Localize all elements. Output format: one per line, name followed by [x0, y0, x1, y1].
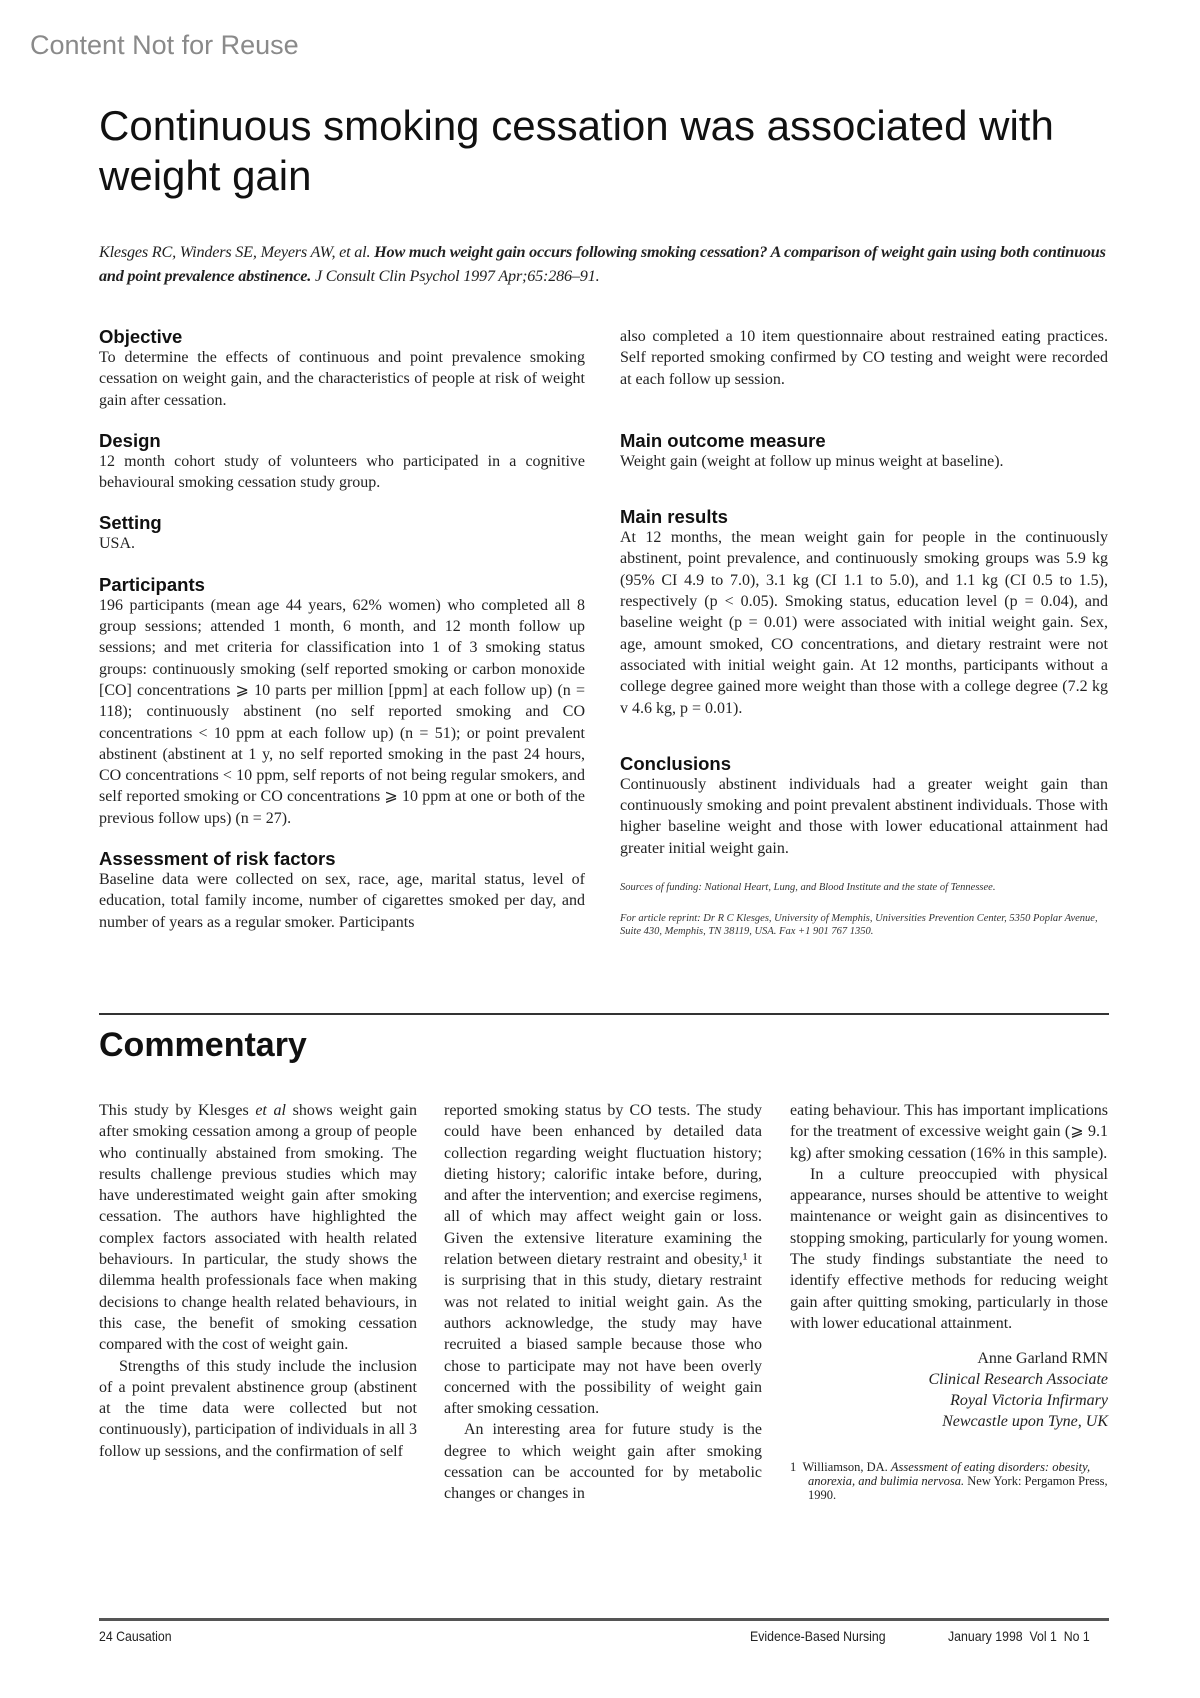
commentary-heading: Commentary [99, 1026, 307, 1064]
section-divider [99, 1013, 1109, 1015]
text-span: shows weight gain after smoking cessation among a group of people who continually abstained from smoking. The results challenge previous studies which may have underestimated weight gain after smoking cessation. The authors have highlighted the complex factors associated with health related behaviours. In particular, the study shows the dilemma health professionals face when making decisions to change health related behaviours, in this case, the benefit of smoking cessation compared with the cost of weight gain. [99, 1102, 417, 1354]
text-span: This study by Klesges [99, 1102, 256, 1119]
abstract-left-column [99, 326, 585, 952]
signature-location: Newcastle upon Tyne, UK [942, 1413, 1108, 1431]
commentary-column-1 [99, 1100, 417, 1462]
signature-institution: Royal Victoria Infirmary [950, 1392, 1108, 1410]
footer-issue: January 1998 Vol 1 No 1 [948, 1628, 1090, 1644]
section-heading: Conclusions [620, 752, 732, 774]
section-text: Baseline data were collected on sex, race, age, marital status, level of education, total family income, number of cigarettes smoked per day, and number of years as a regular smoker. Participants [99, 871, 585, 931]
section-main-results [620, 506, 1108, 719]
section-assessment [99, 848, 585, 933]
commentary-column-2 [444, 1100, 762, 1505]
section-participants [99, 574, 585, 829]
reference-publisher: New York: Pergamon Press, 1990. [808, 1474, 1108, 1503]
watermark: Content Not for Reuse [30, 30, 299, 60]
footer-page-section: 24 Causation [99, 1628, 172, 1644]
commentary-paragraph: reported smoking status by CO tests. The study could have been enhanced by detailed data collection regarding weight fluctuation history; dieting history; calorific intake before, during, and after the intervention; and exercise regimens, all of which may affect weight gain or loss. Given the extensive literature examining the relation between dietary restraint and obesity,¹ it is surprising that in this study, dietary restraint was not related to initial weight gain. As the authors acknowledge, the study may have recruited a biased sample because those who chose to participate may not have been overly concerned with the possibility of weight gain after smoking cessation. [444, 1102, 762, 1418]
section-text: also completed a 10 item questionnaire about restrained eating practices. Self reported smoking confirmed by CO testing and weight were recorded at each follow up session. [620, 328, 1108, 388]
citation-article-title: How much weight gain occurs following smoking cessation? A comparison of weight gain using both continuous and point prevalence abstinence. [99, 243, 1106, 285]
section-heading: Objective [99, 326, 183, 347]
abstract-right-column [620, 326, 1108, 938]
section-text: 12 month cohort study of volunteers who participated in a cognitive behavioural smoking cessation study group. [99, 452, 585, 492]
author-signature [790, 1348, 1108, 1432]
commentary-paragraph [99, 1100, 417, 1356]
commentary-paragraph: An interesting area for future study is the degree to which weight gain after smoking cessation can be accounted for by metabolic changes or changes in [444, 1421, 762, 1503]
section-text: 196 participants (mean age 44 years, 62% women) who completed all 8 group sessions; attended 1 month, 6 month, and 12 month follow up sessions; and met criteria for classification into 1 of 3 smoking status groups: continuously smoking (self reported smoking or carbon monoxide [CO] concentrations ⩾ 10 parts per million [ppm] at each follow up) (n = 118); continuously abstinent (no self reported smoking and CO concentrations < 10 ppm at each follow up) (n = 51); or point prevalent abstinent (abstinent at 1 y, no self reported smoking in the past 24 hours, CO concentrations < 10 ppm, self reports of not being regular smokers, and self reported smoking or CO concentrations ⩾ 10 ppm at one or both of the previous follow ups) (n = 27). [99, 596, 585, 827]
footer-rule [99, 1618, 1109, 1621]
section-heading: Participants [99, 573, 205, 595]
section-heading: Setting [99, 512, 162, 534]
reference-item [790, 1460, 1108, 1502]
section-text: To determine the effects of continuous and point prevalence smoking cessation on weight gain, and the characteristics of people at risk of weight gain after cessation. [99, 349, 585, 409]
section-main-outcome [620, 430, 1108, 472]
section-heading: Main results [620, 506, 728, 528]
section-heading: Main outcome measure [620, 429, 826, 451]
section-text: Weight gain (weight at follow up minus weight at baseline). [620, 452, 1004, 470]
footer-journal: Evidence-Based Nursing [750, 1628, 886, 1644]
commentary-paragraph: eating behaviour. This has important implications for the treatment of excessive weight gain (⩾ 9.1 kg) after smoking cessation (16% in this sample). [790, 1102, 1108, 1162]
section-text: Continuously abstinent individuals had a greater weight gain than continuously smoking and point prevalent abstinent individuals. Those with higher baseline weight and those with lower educational attainment had greater initial weight gain. [620, 775, 1108, 857]
reference-title: Assessment of eating disorders: obesity, anorexia, and bulimia nervosa. [808, 1460, 1091, 1489]
section-heading: Design [99, 429, 161, 451]
text-span-italic: et al [255, 1102, 286, 1119]
section-text: USA. [99, 535, 136, 553]
section-heading: Assessment of risk factors [99, 848, 336, 870]
section-design [99, 430, 585, 494]
reference-number: 1 [790, 1460, 797, 1475]
signature-name: Anne Garland RMN [977, 1350, 1108, 1368]
section-conclusions [620, 753, 1108, 859]
citation-journal: J Consult Clin Psychol 1997 Apr;65:286–91. [311, 267, 600, 285]
signature-role: Clinical Research Associate [928, 1371, 1108, 1389]
commentary-column-3 [790, 1100, 1108, 1502]
section-objective [99, 326, 585, 411]
reference-author: Williamson, DA. [802, 1460, 891, 1475]
article-title: Continuous smoking cessation was associated with weight gain [99, 102, 1054, 199]
section-text: At 12 months, the mean weight gain for people in the continuously abstinent, point prevalence, and continuously smoking groups was 5.9 kg (95% CI 4.9 to 7.0), 3.1 kg (CI 1.1 to 5.0), and 1.1 kg (CI 0.5 to 1.5), respectively (p < 0.05). Smoking status, education level (p = 0.04), and baseline weight (p = 0.01) were associated with initial weight gain. Sex, age, amount smoked, CO concentrations, and dietary restraint were not associated with initial weight gain. At 12 months, participants without a college degree gained more weight than those with a college degree (7.2 kg v 4.6 kg, p = 0.01). [620, 529, 1108, 717]
commentary-paragraph: Strengths of this study include the inclusion of a point prevalent abstinence group (abstinent at the time data were collected but not continuously), participation of individuals in all 3 follow up sessions, and the confirmation of self [99, 1357, 417, 1460]
citation-authors: Klesges RC, Winders SE, Meyers AW, et al. [99, 243, 375, 261]
section-assessment-continued [620, 326, 1108, 390]
funding-note: Sources of funding: National Heart, Lung, and Blood Institute and the state of Tennessee. [620, 882, 996, 894]
section-setting [99, 512, 585, 554]
citation [99, 240, 1109, 288]
commentary-paragraph: In a culture preoccupied with physical appearance, nurses should be attentive to weight maintenance or weight gain as disincentives to stopping smoking, particularly for young women. The study findings substantiate the need to identify effective methods for reducing weight gain after quitting smoking, particularly in those with lower educational attainment. [790, 1165, 1108, 1332]
reprint-note: For article reprint: Dr R C Klesges, University of Memphis, Universities Prevention Center, 5350 Poplar Avenue, Suite 430, Memphis, TN 38119, USA. Fax +1 901 767 1350. [620, 913, 1098, 938]
